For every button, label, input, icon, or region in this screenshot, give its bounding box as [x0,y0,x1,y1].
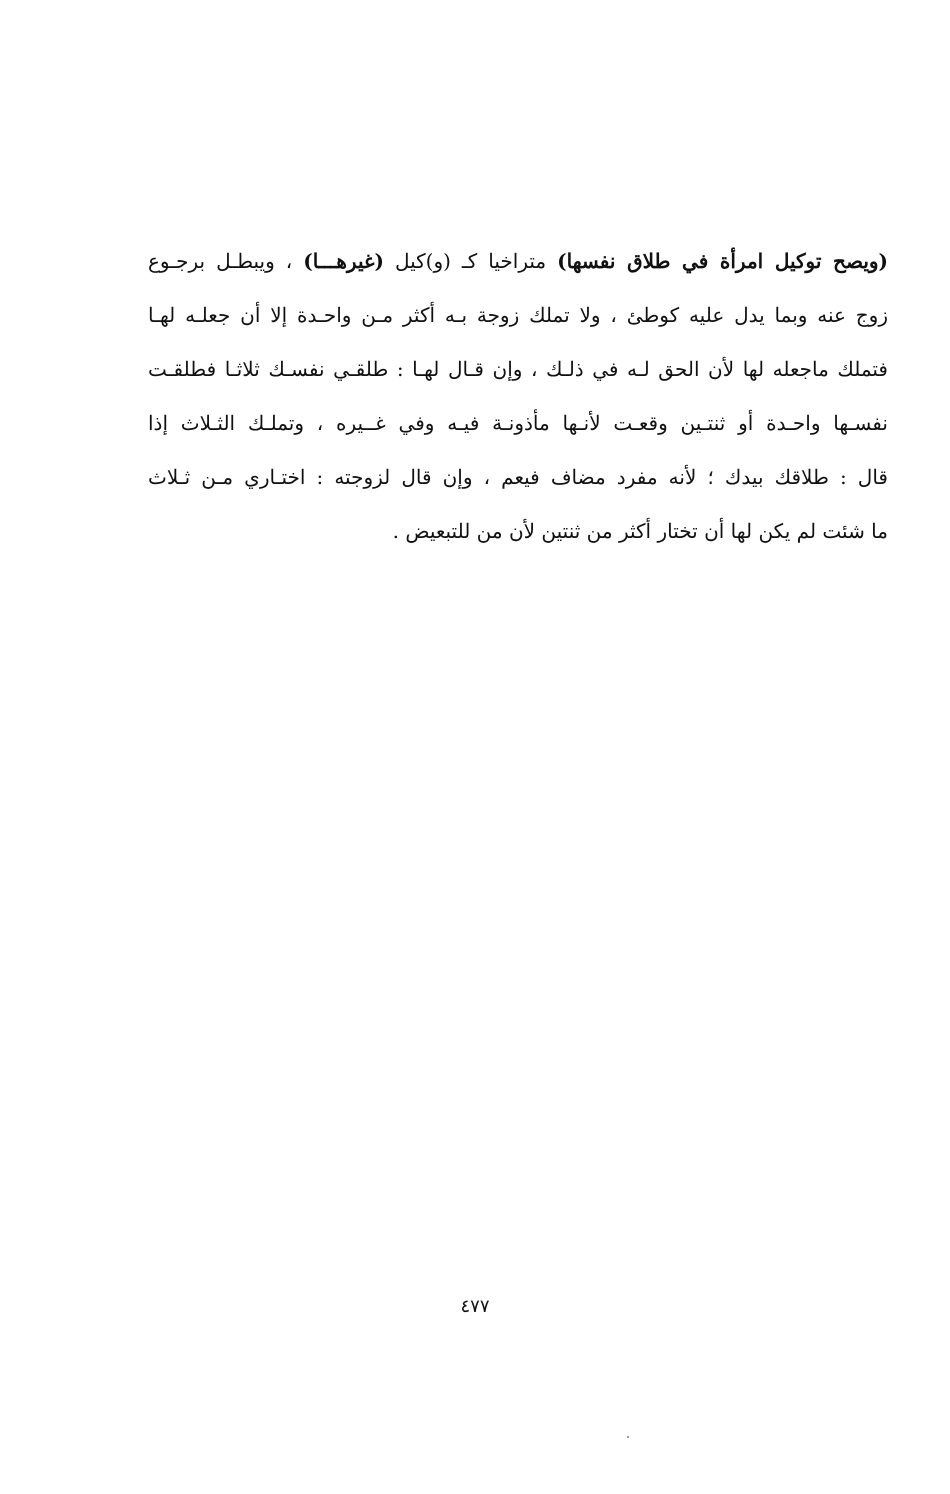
paragraph-line-3: فتملك ماجعله لها لأن الحق لـه في ذلـك ، وإن قـال لهـا : طلقـي نفسـك ثلاثـا فطلقـت [148,357,888,381]
line-1-text-a: متراخيا كـ (و)كيل [383,249,558,273]
bold-phrase-others: (غيرهـــا) [303,249,384,273]
line-1-text-b: ، ويبطـل برجـوع [148,249,304,273]
paragraph-line-6: ما شئت لم يكن لها أن تختار أكثر من ثنتين لأن من للتبعيض . [392,519,888,543]
body-paragraph [148,234,888,558]
paragraph-line-1 [148,234,888,288]
page-number: ٤٧٧ [460,1296,490,1317]
paragraph-line-5: قال : طلاقك بيدك ؛ لأنه مفرد مضاف فيعم ، وإن قال لزوجته : اختـاري مـن ثـلاث [148,465,888,489]
paragraph-line-2: زوج عنه وبما يدل عليه كوطئ ، ولا تملك زوجة بـه أكثر مـن واحـدة إلا أن جعلـه لهـا [148,303,888,327]
scan-speck [627,1436,629,1438]
paragraph-line-4: نفسـها واحـدة أو ثنتـين وقعـت لأنـها مأذونـة فيـه وفي غــيره ، وتملـك الثـلاث إذا [148,411,888,435]
bold-heading-phrase: (ويصح توكيل امرأة في طلاق نفسها) [557,249,888,273]
